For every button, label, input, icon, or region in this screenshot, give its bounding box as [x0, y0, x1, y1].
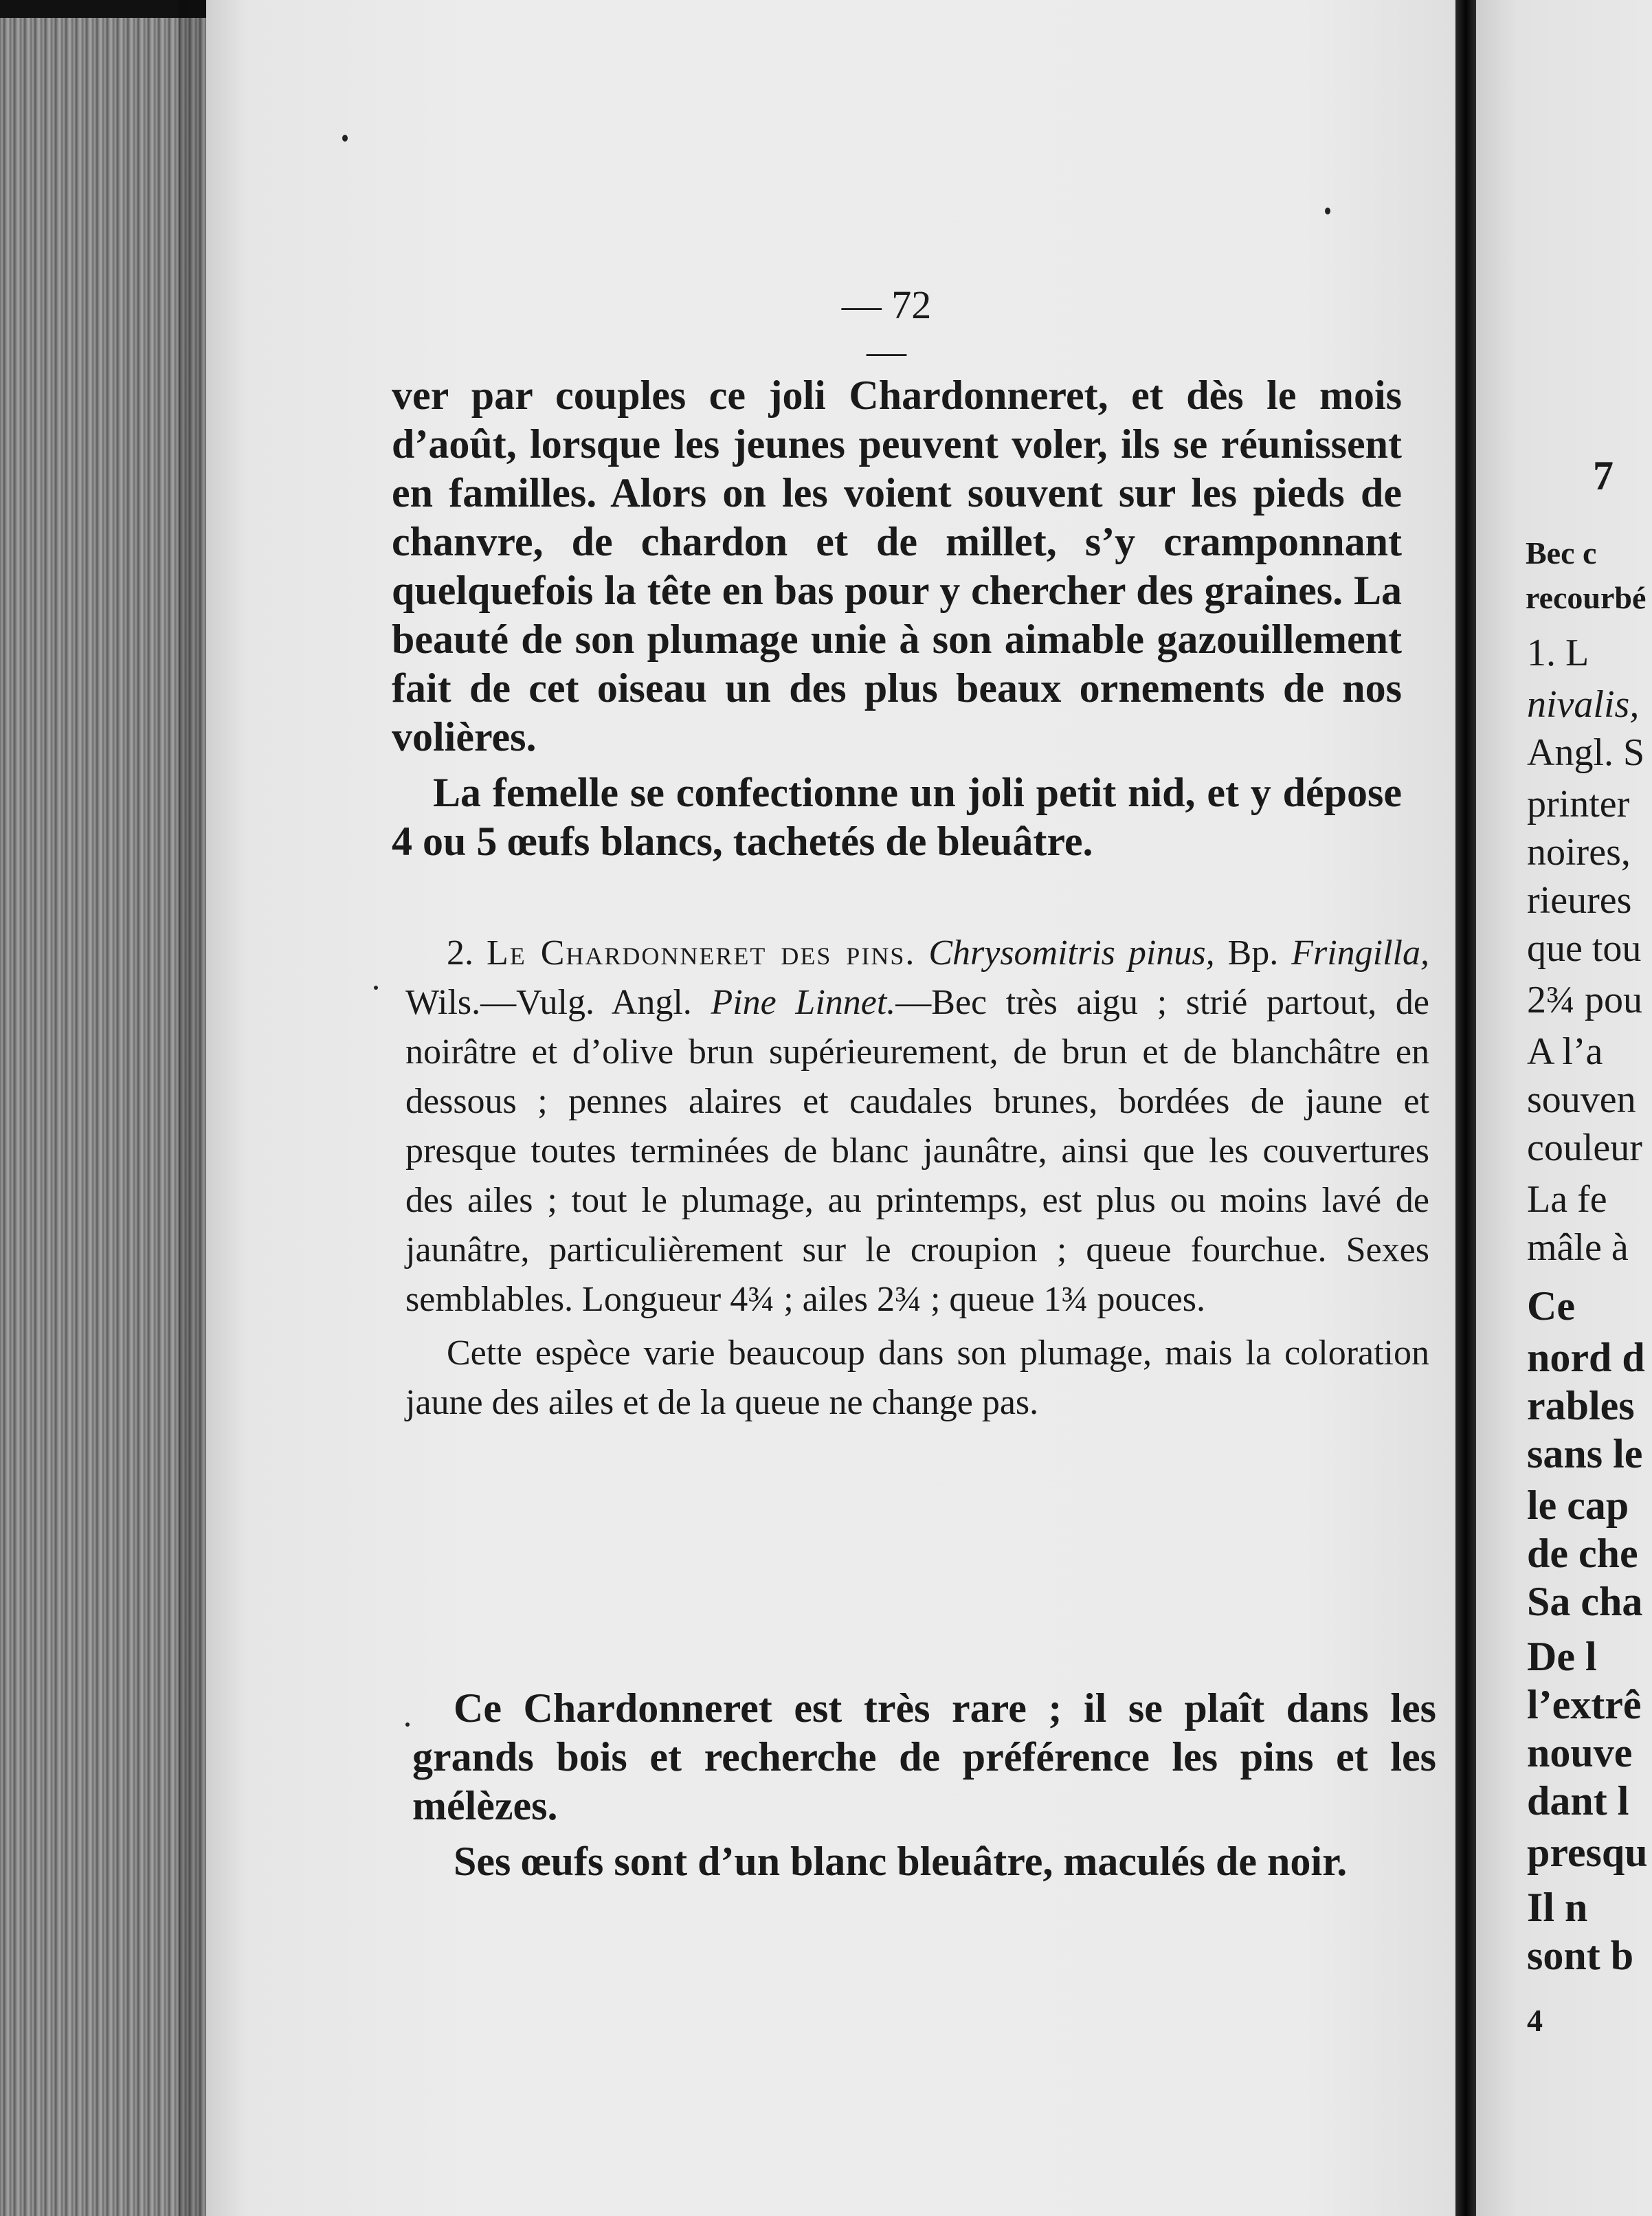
book-page-edges [0, 0, 227, 2216]
right-page-line: couleur [1527, 1127, 1642, 1169]
species-details: —Bec très aigu ; strié partout, de noirâtre et d’olive brun supérieurement, de brun et de blanchâtre en dessous ; pennes alaires et caudales brunes, bordées de jaune et presque toutes terminées de blanc jaunâtre, ainsi que les couvertures des ailes ; tout le plumage, au printemps, est plus ou moins lavé de jaunâtre, particulièrement sur le croupion ; queue fourchue. Sexes semblables. Longueur 4¾ ; ailes 2¾ ; queue 1¾ pouces. [405, 983, 1430, 1319]
scientific-name: Chrysomitris pinus, [928, 933, 1215, 973]
scientific-author: Bp. [1214, 933, 1292, 973]
right-page-line: La fe [1527, 1178, 1607, 1221]
right-page-line: dant l [1527, 1778, 1629, 1824]
common-name: Pine Linnet. [711, 983, 896, 1022]
right-page-line: rieures [1527, 879, 1632, 922]
right-page-line: rables [1527, 1383, 1635, 1428]
closing-paragraphs [412, 1677, 1436, 1886]
right-page-line: que tou [1527, 927, 1642, 970]
right-page-line: printer [1527, 783, 1630, 826]
right-page-line: A l’a [1527, 1030, 1603, 1073]
opening-paragraphs [392, 371, 1402, 866]
paper-speck [374, 986, 378, 990]
right-page-line: Il n [1527, 1885, 1588, 1930]
right-page-line: 1. L [1527, 632, 1589, 674]
species-description [405, 929, 1429, 1325]
right-page-line: presqu [1527, 1830, 1648, 1875]
right-page-line: le cap [1527, 1483, 1629, 1528]
book-gutter [1455, 0, 1476, 2216]
right-page-line: mâle à [1527, 1226, 1629, 1269]
right-page-line: recourbé [1526, 580, 1647, 615]
right-page-line: noires, [1527, 831, 1631, 874]
right-page-line: sans le [1527, 1431, 1643, 1476]
entry-number: 2. [447, 933, 473, 973]
paper-speck [342, 135, 348, 142]
right-page-line: de che [1527, 1531, 1638, 1576]
paper-speck [405, 1722, 410, 1727]
right-page-line: Sa cha [1527, 1579, 1643, 1624]
paragraph-eggs: Ses œufs sont d’un blanc bleuâtre, maculés de noir. [454, 1839, 1348, 1884]
right-page-line: 2¾ pou [1527, 979, 1642, 1021]
right-page-line: Angl. S [1527, 731, 1645, 774]
right-page-line: sont b [1527, 1933, 1634, 1978]
page-number: — 72 — [841, 282, 932, 373]
right-page-line: souven [1527, 1078, 1636, 1121]
right-page-line: nord d [1527, 1335, 1645, 1380]
genus-name: Fringilla, [1291, 933, 1429, 973]
paragraph-plumage: Cette espèce varie beaucoup dans son plumage, mais la coloration jaune des ailes et de la queue ne change pas. [405, 1333, 1429, 1422]
paper-speck [1325, 208, 1330, 214]
vulgar-name-prefix: Wils.—Vulg. Angl. [405, 983, 711, 1022]
right-page-line: nouve [1527, 1730, 1633, 1775]
right-page-line: 4 [1527, 2003, 1543, 2038]
right-page-line: nivalis, [1527, 683, 1640, 726]
right-page-line: Bec c [1526, 535, 1597, 570]
paragraph-continuation: ver par couples ce joli Chardonneret, et dès le mois d’août, lorsque les jeunes peuvent voler, ils se réunissent en familles. Alors on les voient souvent sur les pieds de chanvre, de chardon et de millet, s’y cramponnant quelquefois la tête en bas pour y chercher des graines. La beauté de son plumage unie à son aimable gazouillement fait de cet oiseau un des plus beaux ornements de nos volières. [392, 373, 1402, 760]
right-page-line: 7 [1593, 453, 1614, 498]
right-page-line: De l [1527, 1634, 1597, 1679]
species-entry [405, 924, 1429, 1428]
paragraph-nest: La femelle se confectionne un joli petit nid, et y dépose 4 ou 5 œufs blancs, tachetés de bleuâtre. [392, 770, 1402, 864]
right-page-line: l’extrê [1527, 1682, 1642, 1727]
paragraph-habitat: Ce Chardonneret est très rare ; il se plaît dans les grands bois et recherche de préférence les pins et les mélèzes. [412, 1685, 1436, 1828]
species-name: Le Chardonneret des pins. [486, 933, 916, 973]
right-page-line: Ce [1527, 1283, 1575, 1329]
